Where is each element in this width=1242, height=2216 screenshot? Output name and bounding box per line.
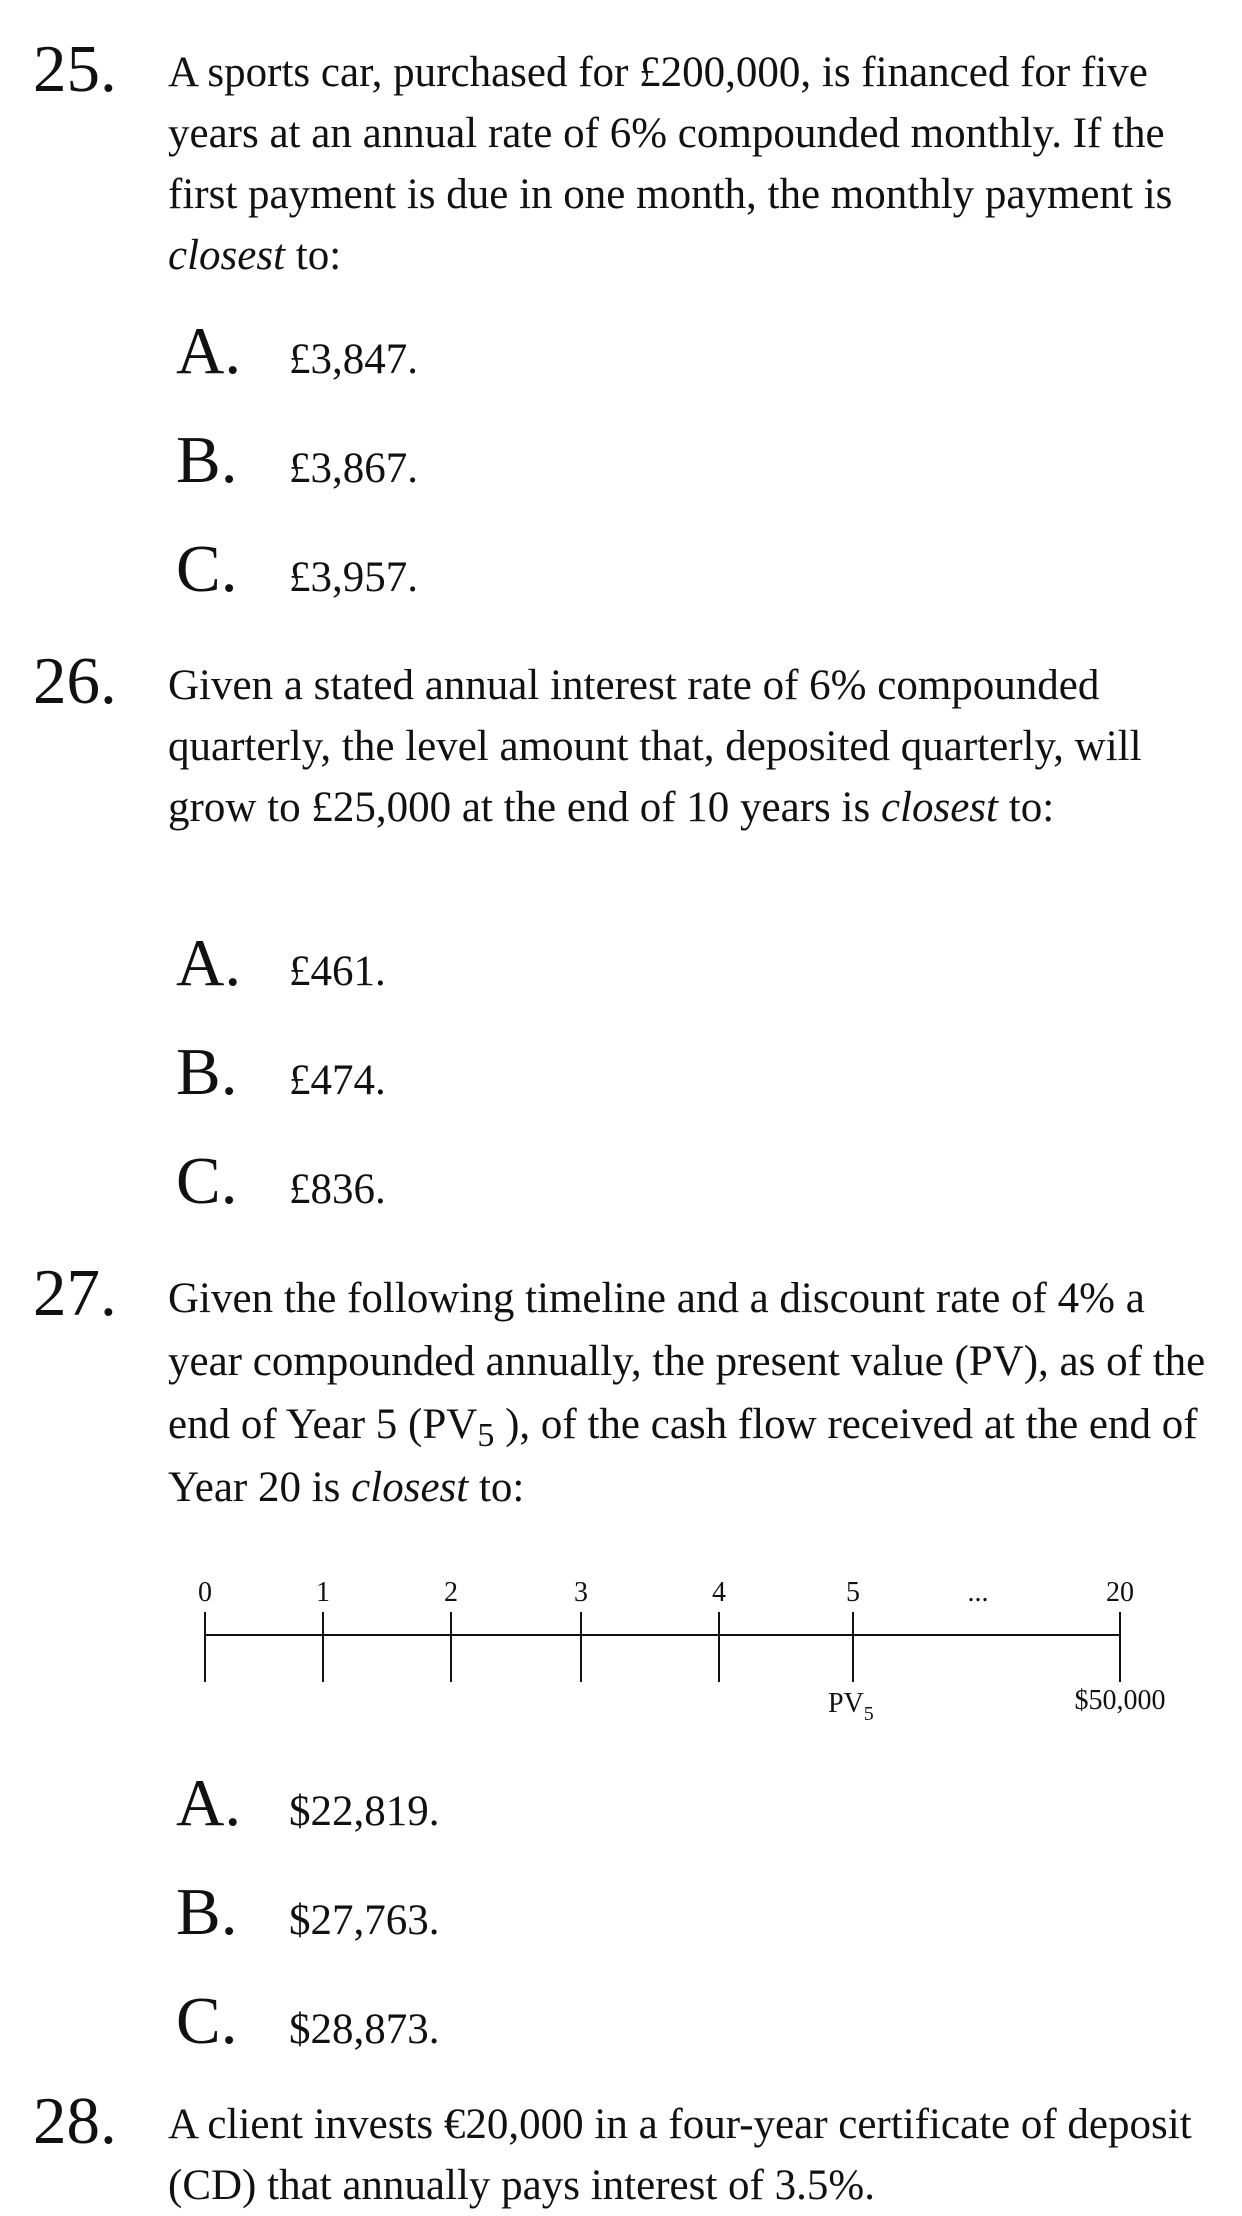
- question-number: 28.: [33, 2084, 117, 2158]
- option-text: £836.: [289, 1166, 386, 1213]
- option-letter: B.: [176, 423, 238, 497]
- question-text: Given the following timeline and a discount rate of 4% a year compounded annually, the present value (PV), as of the end of Year 5 ($PV_5$ ), of the cash flow received at the end of Year 20 is closest to:: [168, 1275, 1206, 1511]
- option-text: $22,819.: [289, 1788, 440, 1835]
- option-letter: C.: [176, 1144, 238, 1218]
- timeline-ticks: [198, 1577, 1134, 1682]
- option-text: $28,873.: [289, 2006, 440, 2053]
- option-text: $27,763.: [289, 1897, 440, 1944]
- timeline-tick-label: 3: [574, 1577, 588, 1608]
- timeline-tick-label: 1: [316, 1577, 330, 1608]
- question-text: A sports car, purchased for £200,000, is financed for five years at an annual rate of 6% compounded monthly. If the first payment is due in one month, the monthly payment is closest to:: [168, 49, 1173, 279]
- timeline-tick-label: 4: [712, 1577, 726, 1608]
- option-letter: A.: [176, 926, 242, 1000]
- option-letter: C.: [176, 532, 238, 606]
- option-text: £474.: [289, 1057, 386, 1104]
- timeline-tick-label: 0: [198, 1577, 212, 1608]
- cash-flow-label: $50,000: [1074, 1685, 1166, 1716]
- question-number: 26.: [33, 644, 117, 718]
- option-text: £461.: [289, 948, 386, 995]
- option-text: £3,867.: [289, 445, 418, 492]
- timeline-tick-label: 2: [444, 1577, 458, 1608]
- option-letter: A.: [176, 1766, 242, 1840]
- question-text: Given a stated annual interest rate of 6% compounded quarterly, the level amount that, deposited quarterly, will grow to £25,000 at the end of 10 years is closest to:: [168, 662, 1142, 831]
- question-text: A client invests €20,000 in a four-year certificate of deposit (CD) that annually pays interest of 3.5%.: [168, 2101, 1192, 2209]
- option-letter: B.: [176, 1875, 238, 1949]
- option-text: £3,957.: [289, 554, 418, 601]
- question-number: 25.: [33, 32, 117, 106]
- option-text: £3,847.: [289, 336, 418, 383]
- timeline-tick-label: 5: [846, 1577, 860, 1608]
- question-number: 27.: [33, 1256, 117, 1330]
- pv-label: $PV_5$: [828, 1688, 874, 1725]
- option-letter: A.: [176, 314, 242, 388]
- timeline-tick-label: ...: [967, 1577, 989, 1608]
- timeline-tick-label: 20: [1106, 1577, 1134, 1608]
- option-letter: C.: [176, 1984, 238, 2058]
- option-letter: B.: [176, 1035, 238, 1109]
